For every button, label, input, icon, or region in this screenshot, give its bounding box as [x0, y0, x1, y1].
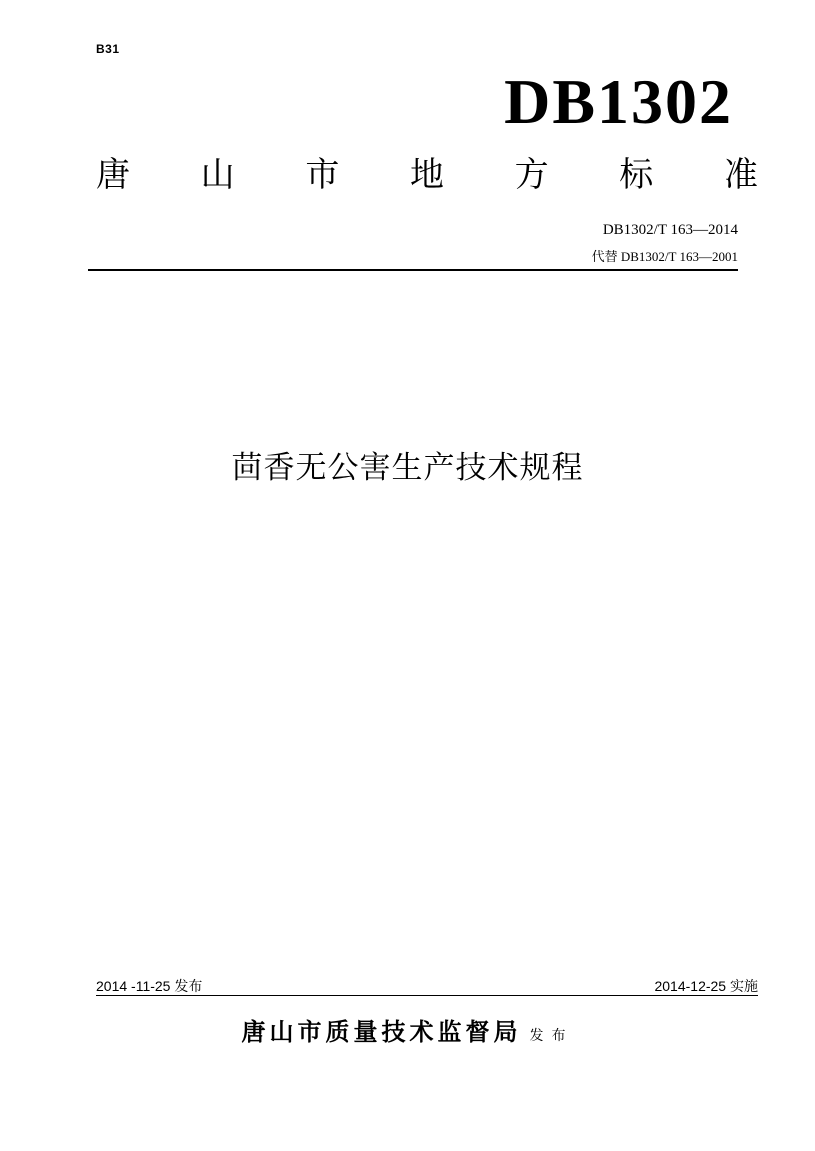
standard-type-char: 市	[305, 155, 340, 195]
publisher	[0, 1012, 815, 1047]
standard-type-char: 地	[409, 155, 444, 195]
standard-type-char: 山	[200, 155, 235, 195]
publisher-suffix: 发布	[529, 1028, 574, 1044]
ics-code: B31	[96, 42, 120, 56]
replaces-standard: 代替 DB1302/T 163—2001	[591, 249, 738, 264]
header-divider	[88, 269, 738, 271]
standard-type-char: 准	[723, 155, 758, 195]
footer-divider	[96, 995, 758, 996]
standard-number: DB1302/T 163—2014	[602, 222, 738, 238]
standard-logo: DB1302	[504, 66, 733, 137]
implementation-date: 2014-12-25 实施	[654, 978, 758, 994]
standard-type-char: 唐	[96, 155, 130, 195]
standard-type-char: 标	[619, 155, 654, 195]
standard-type-heading	[96, 157, 758, 194]
document-title: 茴香无公害生产技术规程	[231, 450, 584, 486]
publisher-name: 唐山市质量技术监督局	[241, 1018, 522, 1046]
issue-date: 2014 -11-25 发布	[96, 978, 203, 994]
standard-type-char: 方	[514, 155, 549, 195]
